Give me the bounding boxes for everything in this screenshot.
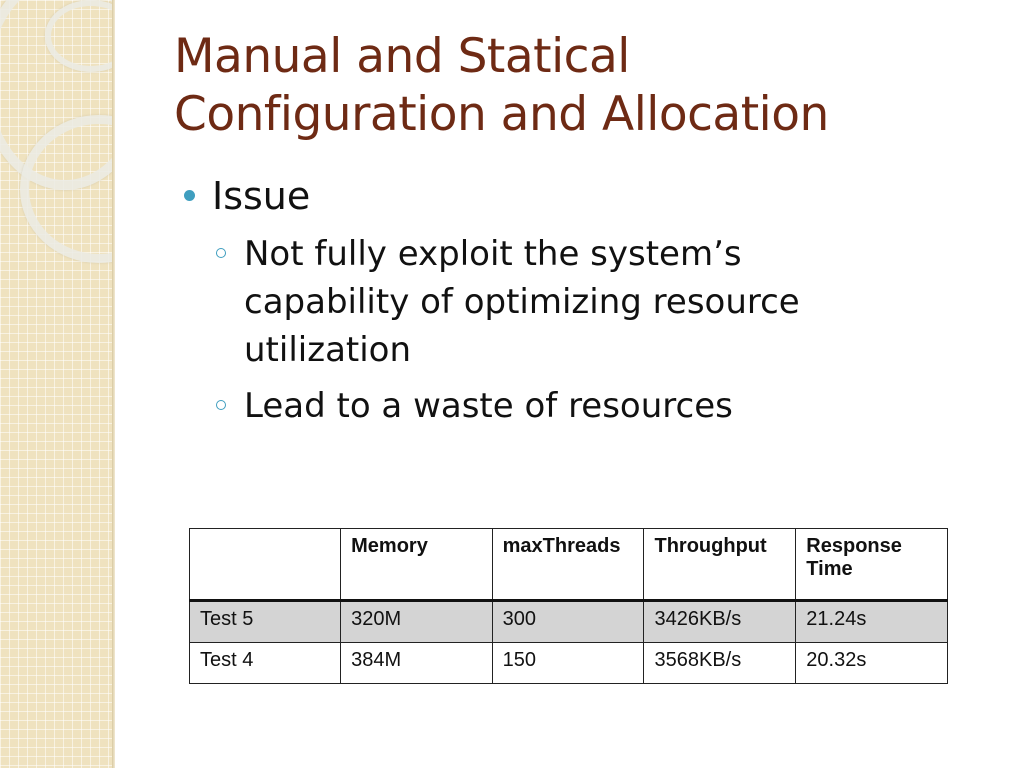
table-cell: Test 5 bbox=[190, 601, 341, 643]
table-row bbox=[190, 643, 948, 684]
slide-content bbox=[184, 170, 904, 430]
header-cell-response-time: Response Time bbox=[796, 529, 948, 601]
title-line-1: Manual and Statical bbox=[174, 29, 630, 84]
results-table bbox=[189, 528, 948, 684]
sub-bullet-1-text: Not fully exploit the system’s capability of optimizing resource utilization bbox=[244, 234, 800, 370]
table-cell: 3426KB/s bbox=[644, 601, 796, 643]
table-cell: 20.32s bbox=[796, 643, 948, 684]
bullet-issue bbox=[184, 170, 904, 222]
table-row bbox=[190, 601, 948, 643]
sub-bullet-2 bbox=[214, 382, 904, 430]
header-cell-throughput: Throughput bbox=[644, 529, 796, 601]
title-line-2: Configuration and Allocation bbox=[174, 87, 829, 142]
sub-bullet-2-text: Lead to a waste of resources bbox=[244, 386, 733, 426]
table-cell: 384M bbox=[341, 643, 492, 684]
table-cell: 21.24s bbox=[796, 601, 948, 643]
table-header-row bbox=[190, 529, 948, 601]
table-cell: Test 4 bbox=[190, 643, 341, 684]
bullet-issue-text: Issue bbox=[212, 174, 311, 218]
table-cell: 320M bbox=[341, 601, 492, 643]
header-cell-memory: Memory bbox=[341, 529, 492, 601]
table-cell: 3568KB/s bbox=[644, 643, 796, 684]
header-cell-maxthreads: maxThreads bbox=[492, 529, 644, 601]
band-edge-divider bbox=[112, 0, 115, 768]
ring-bullet-icon bbox=[216, 400, 226, 410]
table-cell: 300 bbox=[492, 601, 644, 643]
ring-bullet-icon bbox=[216, 248, 226, 258]
table-cell: 150 bbox=[492, 643, 644, 684]
slide-title bbox=[174, 28, 994, 144]
bullet-dot-icon bbox=[184, 190, 195, 201]
header-cell-empty bbox=[190, 529, 341, 601]
sub-bullet-1 bbox=[214, 230, 904, 374]
decorative-side-band bbox=[0, 0, 112, 768]
